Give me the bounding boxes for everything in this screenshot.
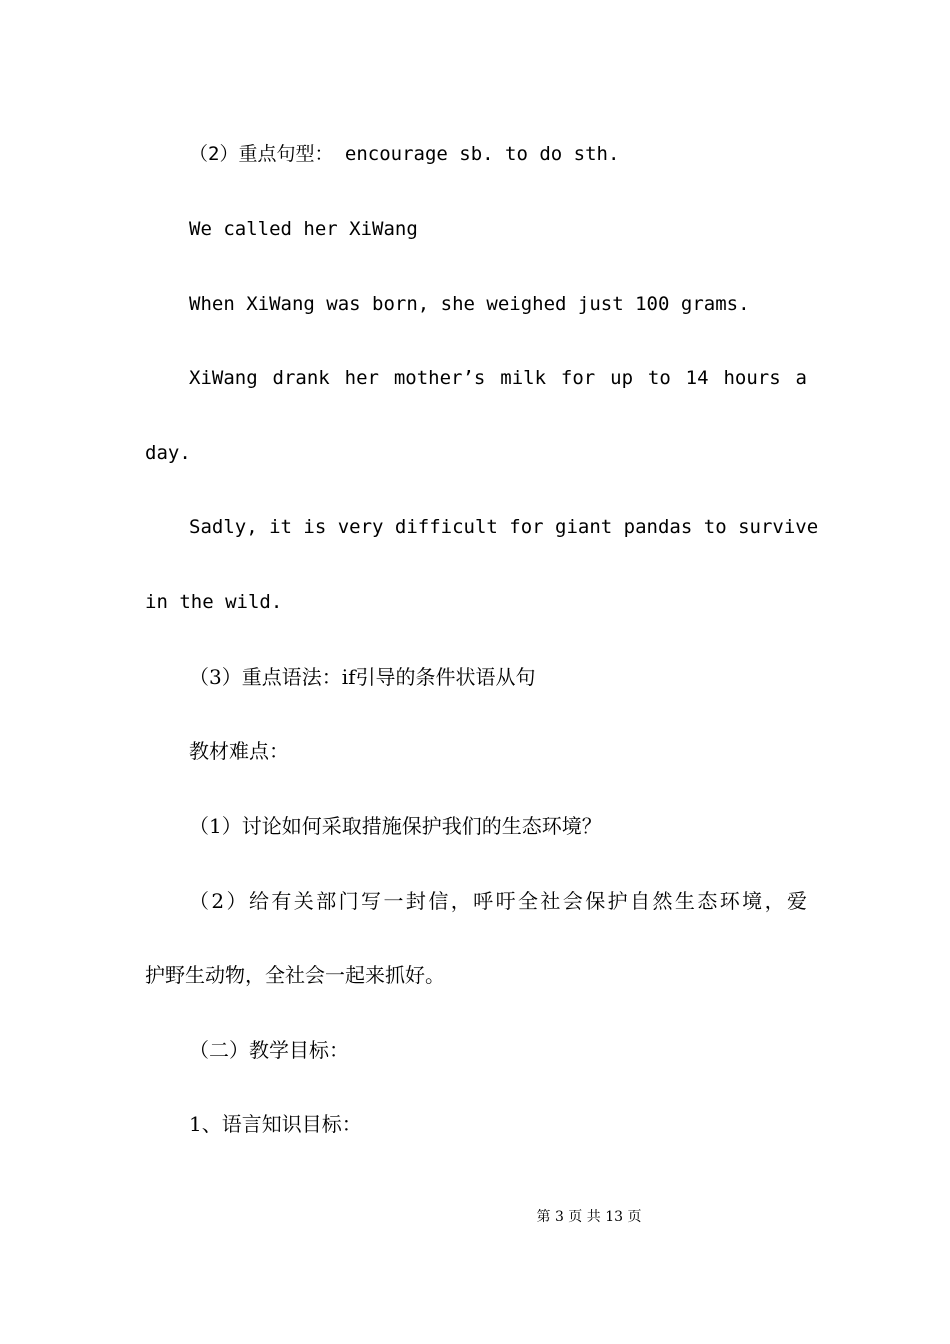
text-line-objectives-heading: （二）教学目标： <box>189 1038 349 1062</box>
text-line-key-grammar: （3）重点语法：if引导的条件状语从句 <box>189 665 536 689</box>
text-line-difficulty-2: （2）给有关部门写一封信，呼吁全社会保护自然生态环境，爱 <box>189 889 807 913</box>
text-line-sentence-2: When XiWang was born, she weighed just 100 grams. <box>189 293 750 315</box>
text-line-difficulties-heading: 教材难点： <box>189 739 289 763</box>
text-line-key-sentence-heading: （2）重点句型： encourage sb. to do sth. <box>189 143 620 165</box>
text-line-language-objectives: 1、语言知识目标： <box>189 1112 362 1136</box>
text-line-sentence-1: We called her XiWang <box>189 218 418 240</box>
text-line-sentence-3-cont: day. <box>145 442 191 464</box>
text-line-sentence-4-cont: in the wild. <box>145 591 283 613</box>
text-line-sentence-3: XiWang drank her mother’s milk for up to 14 hours a <box>189 367 807 389</box>
text-line-difficulty-2-cont: 护野生动物，全社会一起来抓好。 <box>145 963 445 987</box>
text-line-difficulty-1: （1）讨论如何采取措施保护我们的生态环境？ <box>189 814 602 838</box>
page-number-footer: 第 3 页 共 13 页 <box>536 1209 642 1225</box>
text-line-sentence-4: Sadly, it is very difficult for giant pandas to survive <box>189 516 819 538</box>
